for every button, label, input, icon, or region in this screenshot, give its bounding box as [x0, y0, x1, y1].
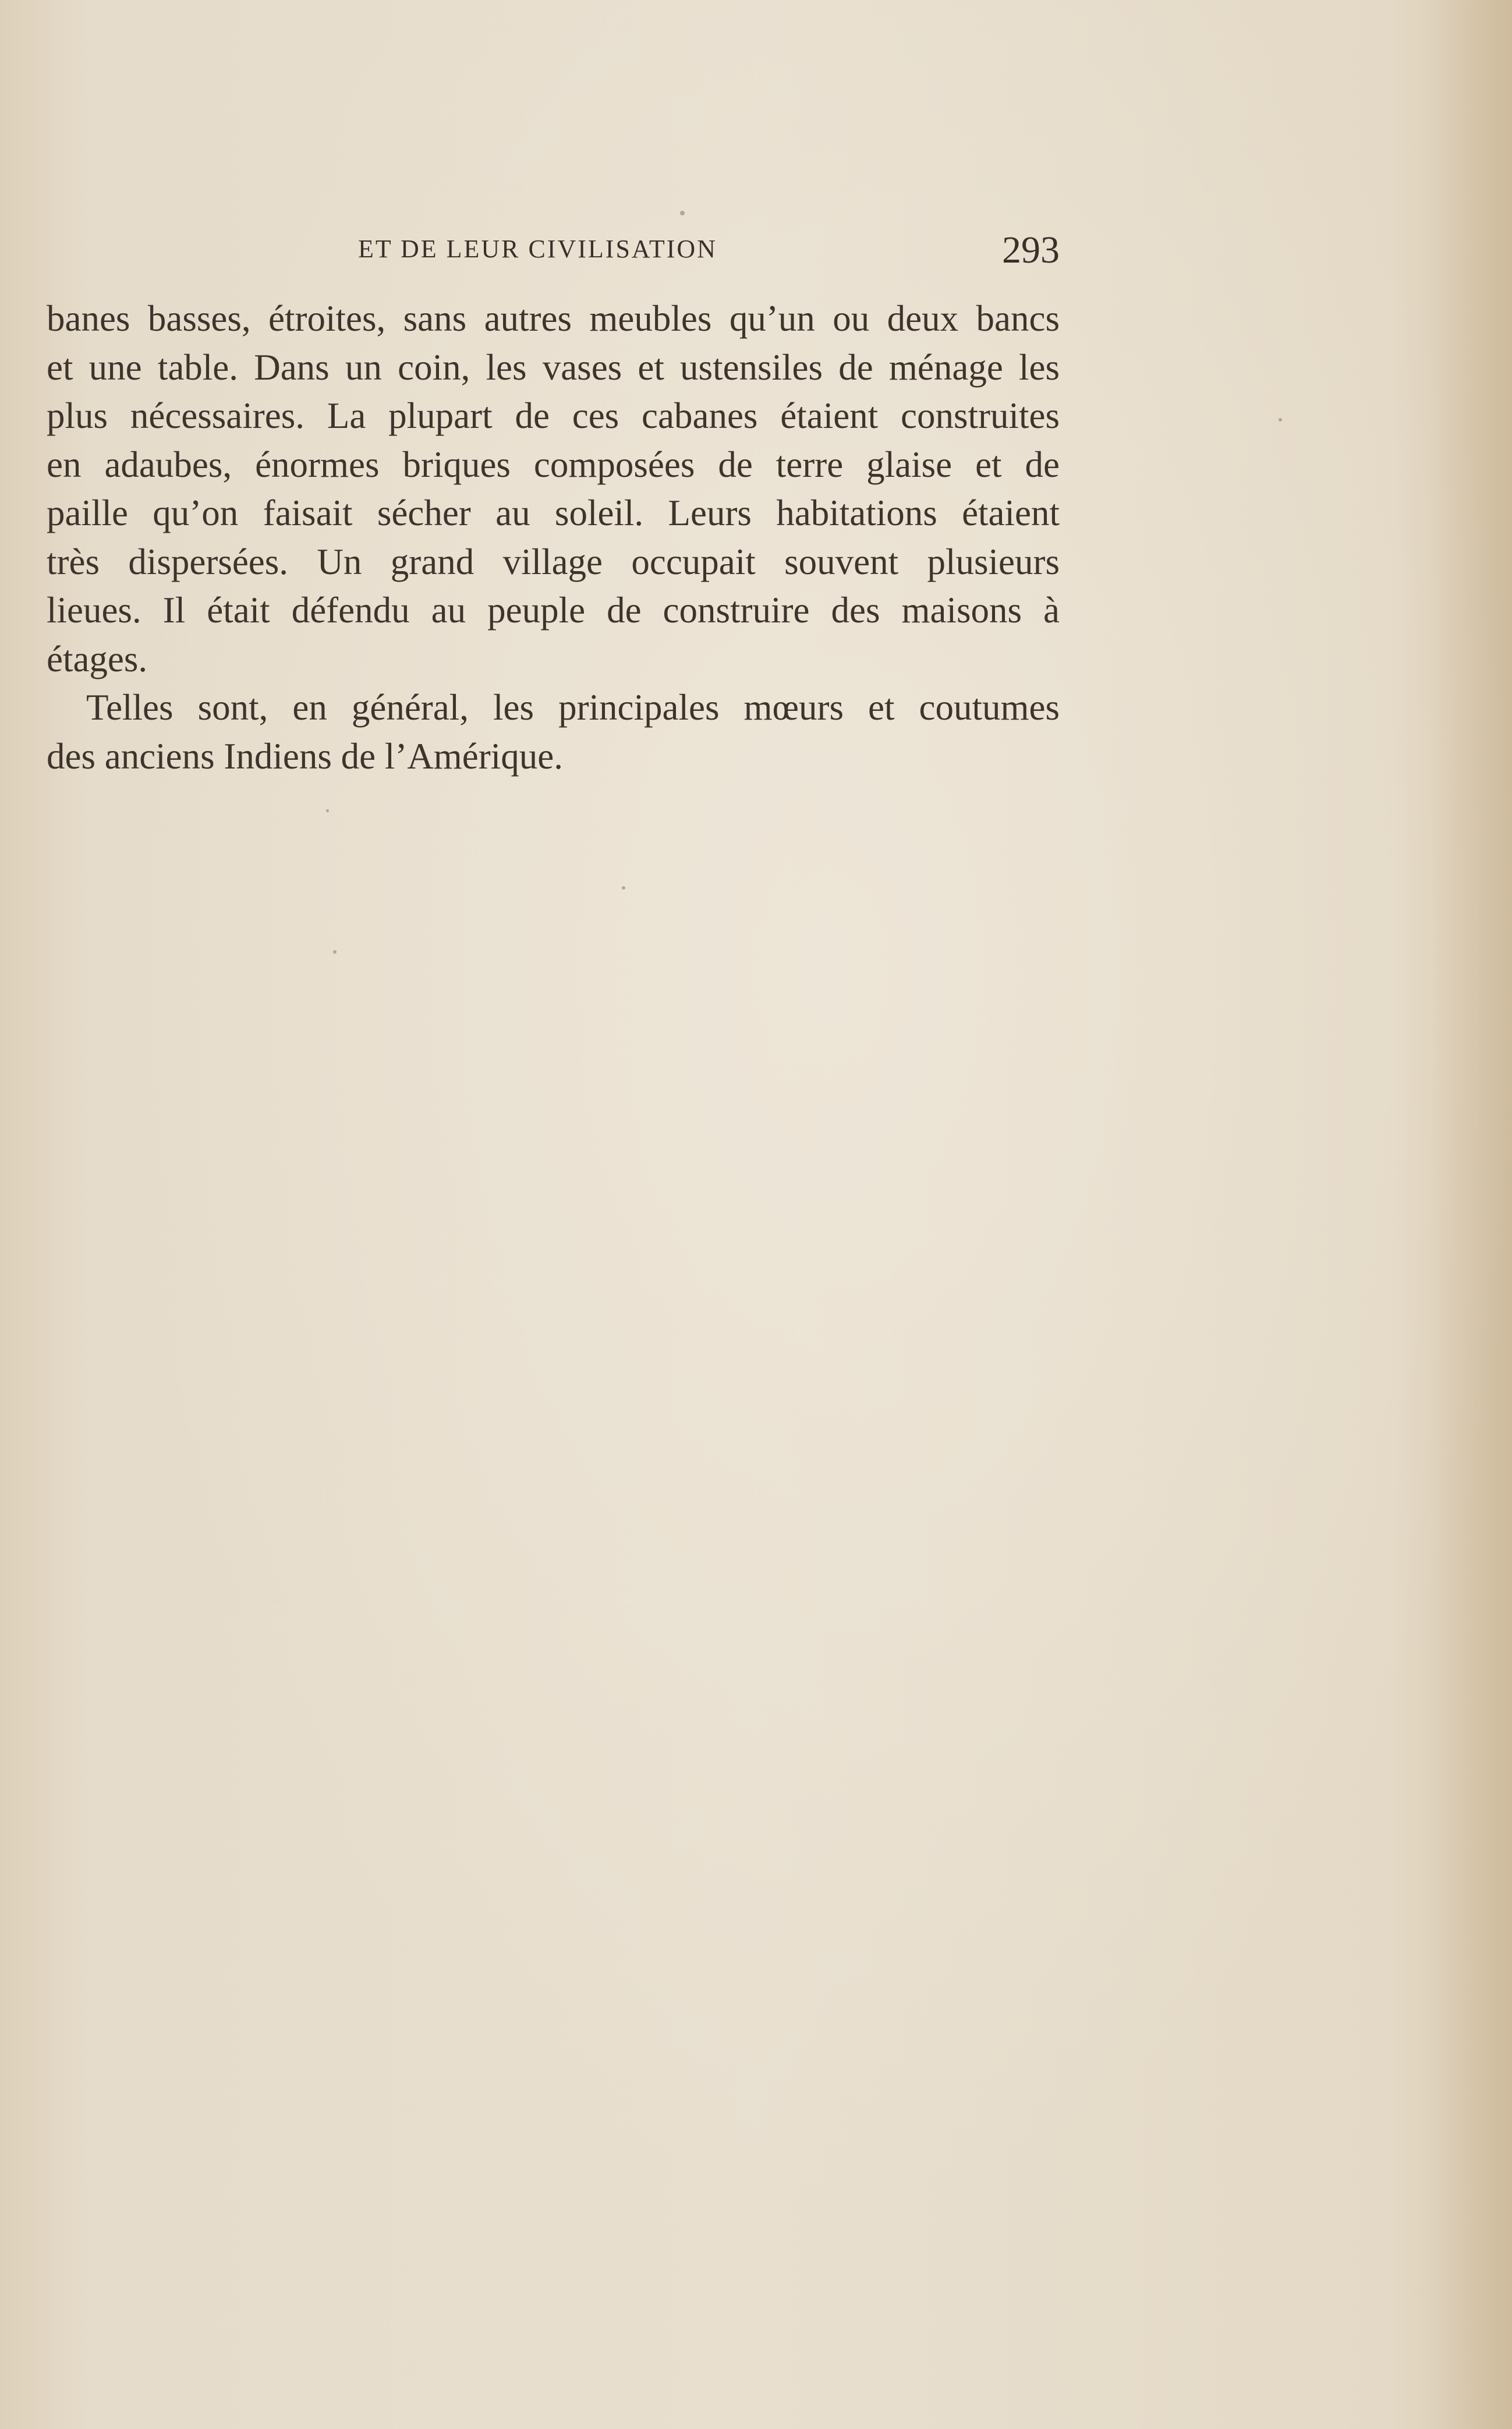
running-head: ET DE LEUR CIVILISATION: [358, 235, 717, 263]
paper-speck: [333, 950, 337, 954]
text-line: Telles sont, en général, les principales mœurs et coutumes: [86, 687, 1060, 728]
text-line: en adaubes, énormes briques composées de terre glaise et de: [47, 444, 1060, 485]
text-line: lieues. Il était défendu au peuple de construire des maisons à: [47, 590, 1060, 631]
text-line: paille qu’on faisait sécher au soleil. Leurs habitations étaient: [47, 493, 1060, 533]
paper-speck: [1279, 418, 1282, 422]
paragraph-1: [47, 295, 1060, 684]
text-line: très dispersées. Un grand village occupait souvent plusieurs: [47, 541, 1060, 582]
page-header: [47, 228, 1060, 286]
page-edge-shadow: [1430, 0, 1512, 2429]
text-line: étages.: [47, 638, 148, 679]
body-text: [47, 295, 1060, 781]
text-line: plus nécessaires. La plupart de ces cabanes étaient construites: [47, 395, 1060, 436]
paper-speck: [326, 809, 329, 812]
text-line: banes basses, étroites, sans autres meubles qu’un ou deux bancs: [47, 298, 1060, 339]
text-line: des anciens Indiens de l’Amérique.: [47, 735, 563, 777]
paragraph-2: [47, 684, 1060, 781]
page-number: 293: [1002, 229, 1060, 271]
paper-speck: [680, 211, 685, 215]
paper-speck: [622, 886, 625, 890]
text-line: et une table. Dans un coin, les vases et ustensiles de ménage les: [47, 346, 1060, 388]
